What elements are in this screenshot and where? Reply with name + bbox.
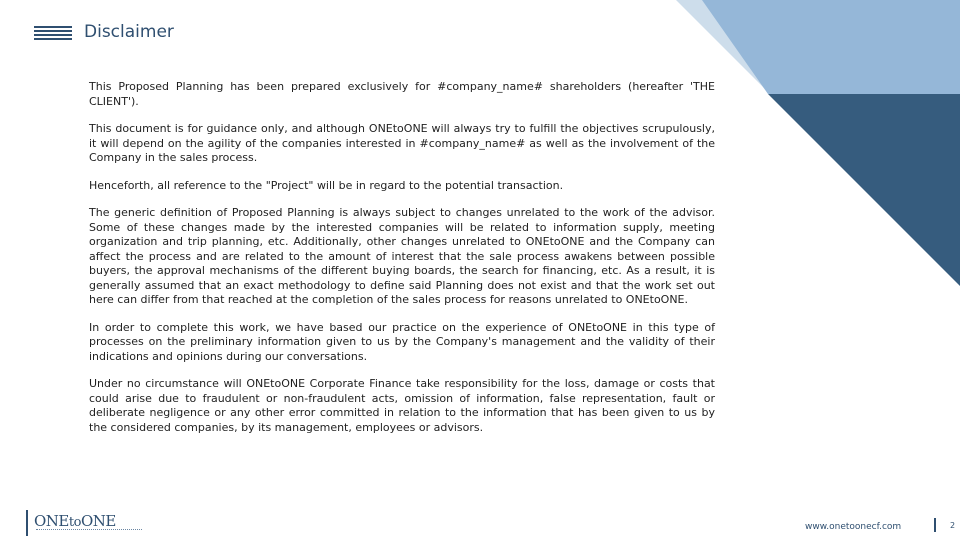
paragraph-5: In order to complete this work, we have based our practice on the experience of ONEtoONE in this type of processes on the preliminary information given to us by the Company's management and the validity of their indications and opinions during our conversations. xyxy=(89,320,715,363)
paragraph-2: This document is for guidance only, and although ONEtoONE will always try to fulfill the objectives scrupulously, it will depend on the agility of the companies interested in #company_name# as well as the involvement of the Company in the sales process. xyxy=(89,122,715,164)
deco-trapezoid-mid xyxy=(702,0,960,94)
logo-text: ONEtoONE xyxy=(34,512,116,530)
title-bars-icon xyxy=(34,26,72,42)
disclaimer-body xyxy=(89,80,715,448)
logo-subtitle-line xyxy=(36,529,142,532)
paragraph-1: This Proposed Planning has been prepared exclusively for #company_name# shareholders (hereafter 'THE CLIENT'). xyxy=(89,80,715,108)
paragraph-4: The generic definition of Proposed Planning is always subject to changes unrelated to the work of the advisor. Some of these changes made by the interested companies will be related to information supply, meeting organization and trip planning, etc. Additionally, other changes unrelated to ONEtoONE and the Company can affect the process and are related to the amount of interest that the sale process awakens between possible buyers, the approval mechanisms of the different buying boards, the search for financing, etc. As a result, it is generally assumed that an exact methodology to define said Planning does not exist and that the work set out here can differ from that reached at the completion of the sales process for reasons unrelated to ONEtoONE. xyxy=(89,206,715,306)
page-number: 2 xyxy=(950,521,956,530)
deco-triangle-dark xyxy=(768,94,960,286)
paragraph-6: Under no circumstance will ONEtoONE Corporate Finance take responsibility for the loss, damage or costs that could arise due to fraudulent or non-fraudulent acts, omission of information, false representation, fault or deliberate negligence or any other error committed in relation to the information that has been given to us by the considered companies, by its management, employees or advisors. xyxy=(89,377,715,434)
logo-bar xyxy=(26,510,28,536)
footer-url-link[interactable]: www.onetoonecf.com xyxy=(805,522,902,532)
paragraph-3: Henceforth, all reference to the "Project" will be in regard to the potential transaction. xyxy=(89,178,564,192)
slide-title: Disclaimer xyxy=(84,22,174,42)
footer-separator xyxy=(934,518,936,532)
